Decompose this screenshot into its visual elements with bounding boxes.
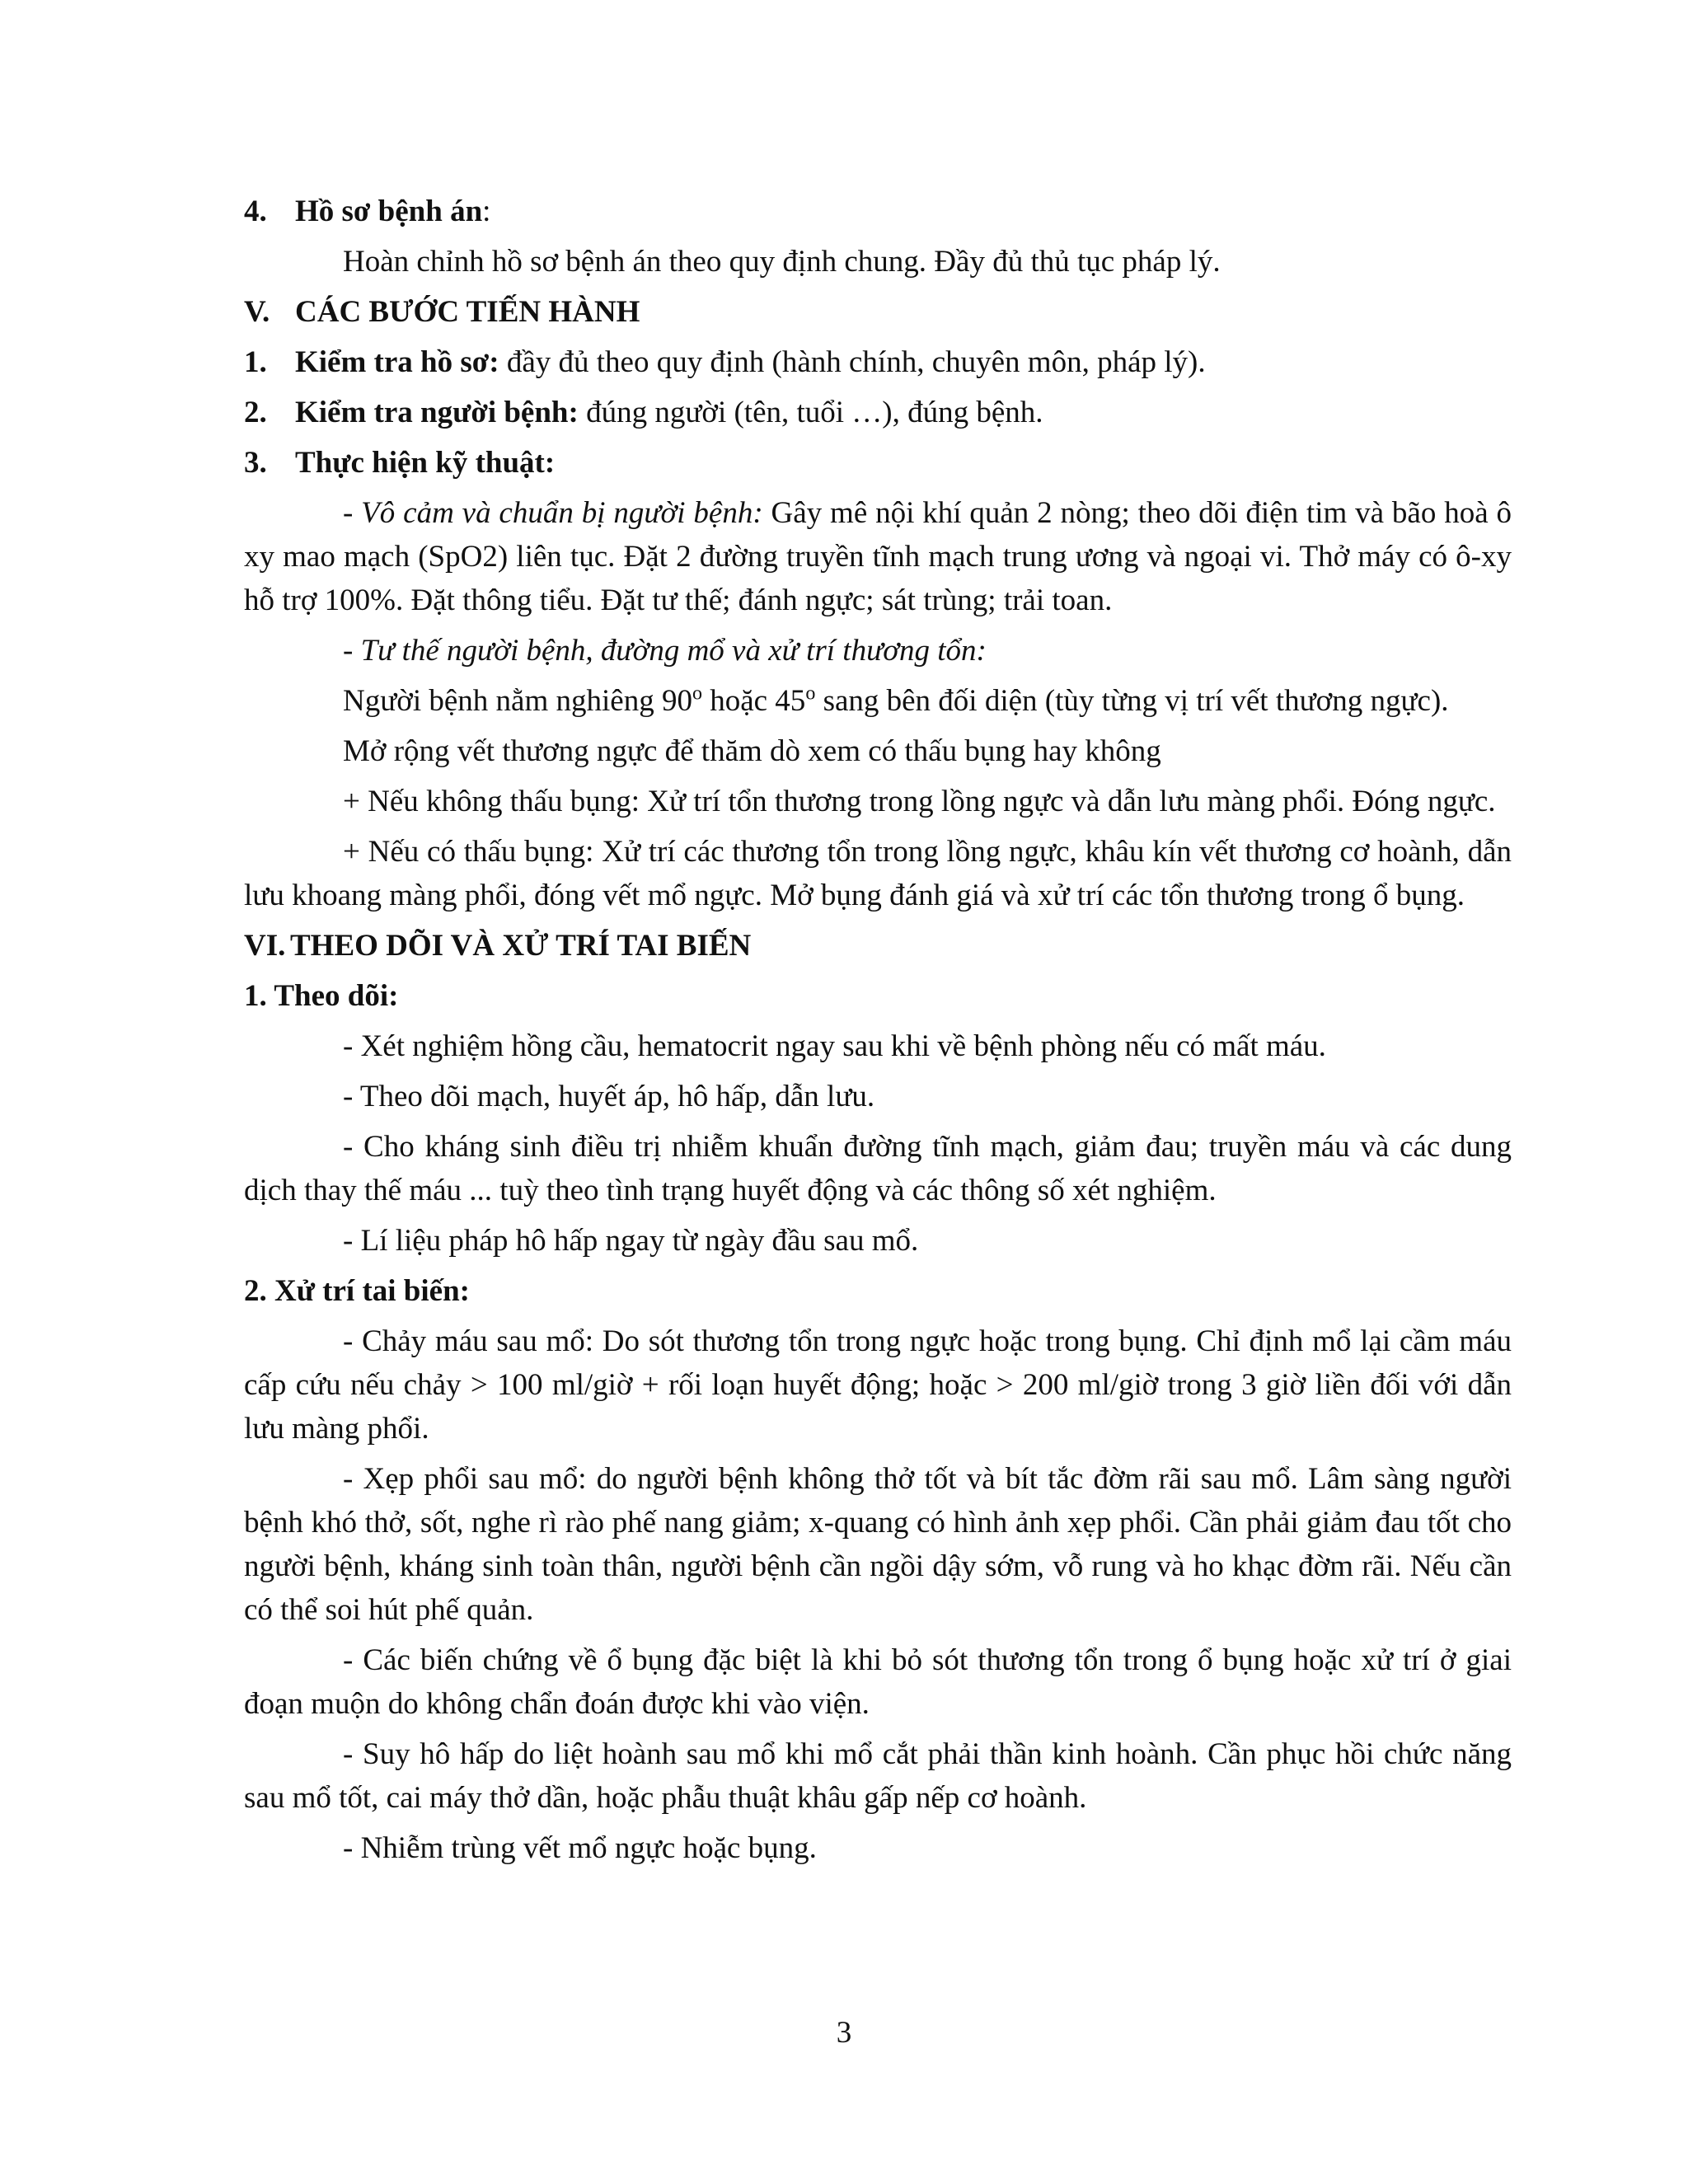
no-abdominal-paragraph: + Nếu không thấu bụng: Xử trí tổn thương trong lồng ngực và dẫn lưu màng phổi. Đóng ngực. bbox=[343, 785, 1496, 818]
abdominal-paragraph: + Nếu có thấu bụng: Xử trí các thương tổn trong lồng ngực, khâu kín vết thương cơ hoành, dẫn lưu khoang màng phổi, đóng vết mổ ngực. Mở bụng đánh giá và xử trí các tổn thương trong ổ bụng. bbox=[244, 835, 1512, 912]
position-text-a: Người bệnh nằm nghiêng 90 bbox=[343, 684, 692, 718]
step-1-label: Kiểm tra hồ sơ: bbox=[295, 345, 499, 379]
anesthesia-text: Gây mê nội khí quản 2 nòng; theo dõi điện tim và bão hoà ô xy mao mạch (SpO2) liên tục. Đặt 2 đường truyền tĩnh mạch trung ương và ngoại vi. Thở máy có ô-xy hỗ trợ 100%. Đặt thông tiểu. Đặt tư thế; đánh ngực; sát trùng; trải toan. bbox=[244, 496, 1512, 617]
section-5-title: CÁC BƯỚC TIẾN HÀNH bbox=[295, 295, 640, 329]
complications-subheading: 2. Xử trí tai biến: bbox=[244, 1274, 470, 1308]
position-paragraph bbox=[244, 679, 1512, 723]
position-text-b: hoặc 45 bbox=[701, 684, 806, 718]
page-number: 3 bbox=[836, 2016, 852, 2050]
step-3-label: Thực hiện kỹ thuật: bbox=[295, 446, 556, 480]
step-2-text: đúng người (tên, tuổi …), đúng bệnh. bbox=[578, 396, 1043, 429]
section-4-title: Hồ sơ bệnh án bbox=[295, 194, 483, 228]
monitor-item-2: - Theo dõi mạch, huyết áp, hô hấp, dẫn lưu. bbox=[343, 1080, 875, 1113]
anesthesia-paragraph bbox=[244, 491, 1512, 622]
degree-sup-2: o bbox=[805, 682, 816, 705]
monitor-item-3: - Cho kháng sinh điều trị nhiễm khuẩn đường tĩnh mạch, giảm đau; truyền máu và các dung dịch thay thế máu ... tuỳ theo tình trạng huyết động và các thông số xét nghiệm. bbox=[244, 1130, 1512, 1207]
section-6-title: THEO DÕI VÀ XỬ TRÍ TAI BIẾN bbox=[290, 929, 752, 963]
section-6-number: VI. bbox=[244, 929, 286, 963]
section-5-heading bbox=[244, 290, 1512, 334]
section-6-heading bbox=[244, 924, 1512, 968]
section-5-number: V. bbox=[244, 295, 270, 329]
degree-sup-1: o bbox=[692, 682, 702, 705]
step-3 bbox=[244, 441, 1512, 485]
step-1-text: đầy đủ theo quy định (hành chính, chuyên môn, pháp lý). bbox=[499, 345, 1206, 379]
anesthesia-label: - Vô cảm và chuẩn bị người bệnh: bbox=[343, 496, 763, 530]
step-2-number: 2. bbox=[244, 396, 267, 429]
complication-item-2: - Xẹp phổi sau mổ: do người bệnh không thở tốt và bít tắc đờm rãi sau mổ. Lâm sàng người bệnh khó thở, sốt, nghe rì rào phế nang giảm; x-quang có hình ảnh xẹp phổi. Cần phải giảm đau tốt cho người bệnh, kháng sinh toàn thân, người bệnh cần ngồi dậy sớm, vỗ rung và ho khạc đờm rãi. Nếu cần có thể soi hút phế quản. bbox=[244, 1462, 1512, 1627]
document-page bbox=[244, 190, 1512, 1877]
open-wound-paragraph: Mở rộng vết thương ngực để thăm dò xem có thấu bụng hay không bbox=[343, 734, 1161, 768]
step-2-label: Kiểm tra người bệnh: bbox=[295, 396, 579, 429]
step-1 bbox=[244, 340, 1512, 384]
section-4-colon: : bbox=[482, 194, 491, 228]
monitor-item-1: - Xét nghiệm hồng cầu, hematocrit ngay sau khi về bệnh phòng nếu có mất máu. bbox=[343, 1029, 1326, 1063]
step-1-number: 1. bbox=[244, 345, 267, 379]
monitoring-subheading: 1. Theo dõi: bbox=[244, 979, 399, 1013]
monitor-item-4: - Lí liệu pháp hô hấp ngay từ ngày đầu sau mổ. bbox=[343, 1224, 919, 1258]
step-3-number: 3. bbox=[244, 446, 267, 480]
complication-item-1: - Chảy máu sau mổ: Do sót thương tổn trong ngực hoặc trong bụng. Chỉ định mổ lại cầm máu cấp cứu nếu chảy > 100 ml/giờ + rối loạn huyết động; hoặc > 200 ml/giờ trong 3 giờ liền đối với dẫn lưu màng phổi. bbox=[244, 1324, 1512, 1446]
position-label: - Tư thế người bệnh, đường mổ và xử trí thương tổn: bbox=[343, 634, 987, 668]
section-4-body: Hoàn chỉnh hồ sơ bệnh án theo quy định chung. Đầy đủ thủ tục pháp lý. bbox=[343, 245, 1221, 279]
complication-item-5: - Nhiễm trùng vết mổ ngực hoặc bụng. bbox=[343, 1831, 817, 1865]
section-4-number: 4. bbox=[244, 194, 267, 228]
section-4-heading bbox=[244, 190, 1512, 233]
position-text-c: sang bên đối diện (tùy từng vị trí vết thương ngực). bbox=[815, 684, 1449, 718]
complication-item-4: - Suy hô hấp do liệt hoành sau mổ khi mổ cắt phải thần kinh hoành. Cần phục hồi chức năng sau mổ tốt, cai máy thở dần, hoặc phẫu thuật khâu gấp nếp cơ hoành. bbox=[244, 1737, 1512, 1815]
step-2 bbox=[244, 391, 1512, 434]
complication-item-3: - Các biến chứng về ổ bụng đặc biệt là khi bỏ sót thương tổn trong ổ bụng hoặc xử trí ở giai đoạn muộn do không chẩn đoán được khi vào viện. bbox=[244, 1643, 1512, 1721]
